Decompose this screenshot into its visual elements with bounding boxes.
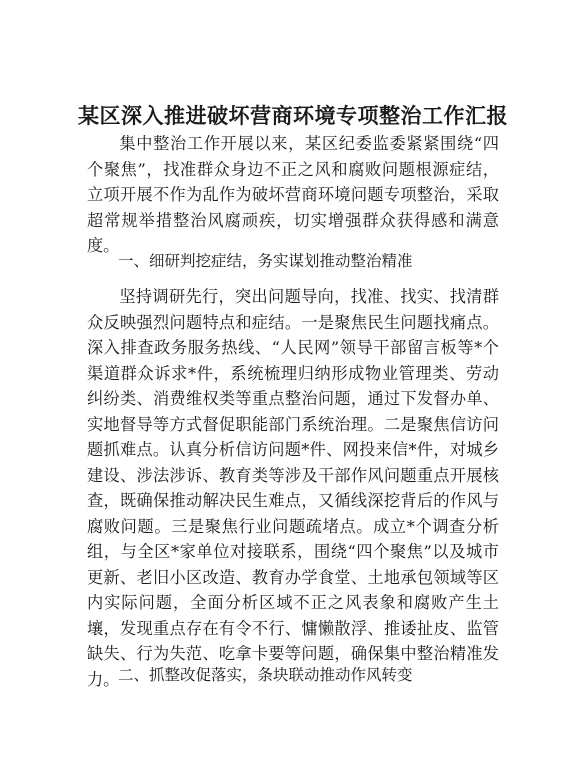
intro-paragraph: 集中整治工作开展以来，某区纪委监委紧紧围绕“四个聚焦”，找准群众身边不正之风和腐败问题根源症结，立项开展不作为乱作为破坏营商环境问题专项整治，采取超常规举措整治风腐顽疾，切实增强群众获得感和满意度。 [87,134,499,255]
section-1-heading: 一、细研判挖症结，务实谋划推动整治精准 [118,252,413,270]
section-1-paragraph: 坚持调研先行，突出问题导向，找准、找实、找清群众反映强烈问题特点和症结。一是聚焦民生问题找痛点。深入排查政务服务热线、“人民网”领导干部留言板等*个渠道群众诉求*件，系统梳理归纳形成物业管理类、劳动纠纷类、消费维权类等重点整治问题，通过下发督办单、实地督导等方式督促职能部门系统治理。二是聚焦信访问题抓难点。认真分析信访问题*件、网投来信*件，对城乡建设、涉法涉诉、教育类等涉及干部作风问题重点开展核查，既确保推动解决民生难点，又循线深挖背后的作风与腐败问题。三是聚焦行业问题疏堵点。成立*个调查分析组，与全区*家单位对接联系，围绕“四个聚焦”以及城市更新、老旧小区改造、教育办学食堂、土地承包领域等区内实际问题，全面分析区域不正之风表象和腐败产生土壤，发现重点存在有令不行、慵懒散浮、推诿扯皮、监管缺失、行为失范、吃拿卡要等问题，确保集中整治精准发力。 [87,287,499,689]
section-2-heading: 二、抓整改促落实，条块联动推动作风转变 [118,666,413,684]
document-title: 某区深入推进破坏营商环境专项整治工作汇报 [78,104,508,128]
